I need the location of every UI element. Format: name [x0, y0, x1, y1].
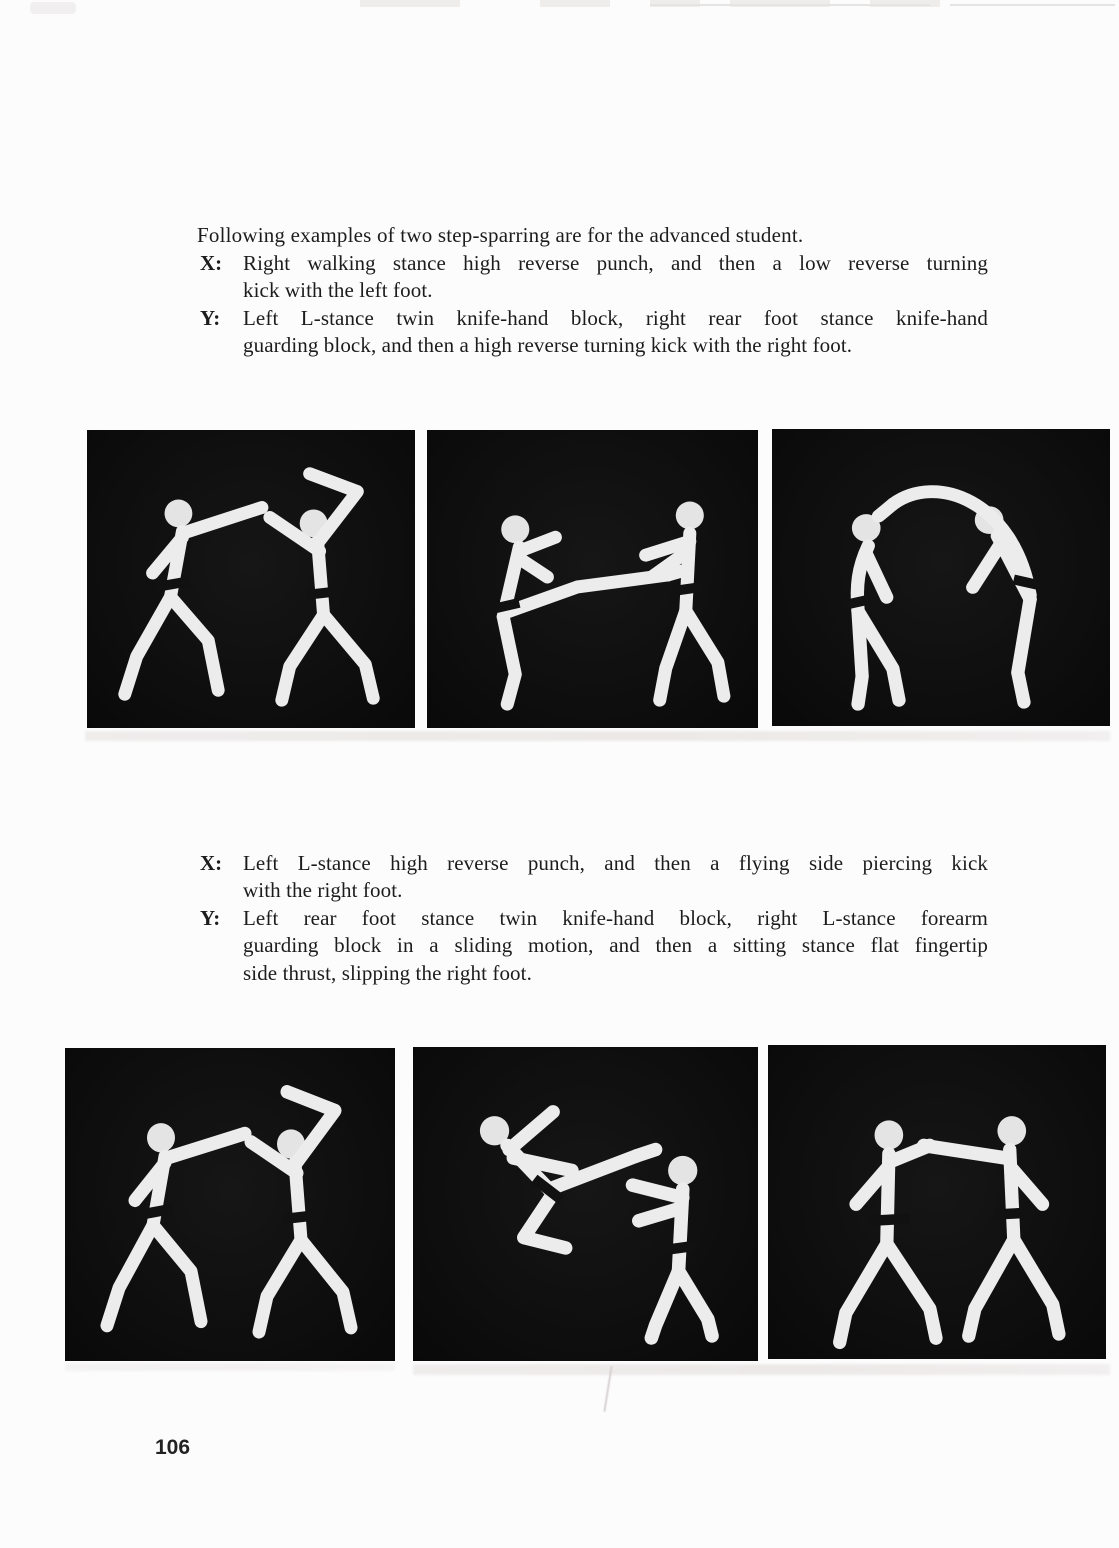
photo-figure-illustration — [87, 430, 415, 728]
item-text-line: side thrust, slipping the right foot. — [243, 960, 532, 985]
item-text-line: Left rear foot stance twin knife-hand block, right L-stance forearm — [243, 905, 988, 930]
photo-figure-illustration — [413, 1047, 758, 1361]
item-text-line: guarding block, and then a high reverse turning kick with the right foot. — [243, 333, 853, 358]
print-bleed-ghost-band — [413, 1364, 1110, 1375]
list-item-y1 — [200, 305, 988, 360]
sparring-list-1 — [200, 250, 988, 360]
item-text-line: Right walking stance high reverse punch, and then a low reverse turning — [243, 251, 988, 275]
photo-figure-illustration — [772, 429, 1110, 726]
print-bleed-ghost-band — [65, 1363, 395, 1371]
scan-smudge — [950, 4, 1115, 6]
scan-smudge — [540, 0, 610, 7]
photo-figure-illustration — [427, 430, 758, 728]
list-item-y2 — [200, 905, 988, 987]
list-item-x2 — [200, 850, 988, 905]
sparring-photo-6 — [768, 1045, 1106, 1359]
photo-figure-illustration — [768, 1045, 1106, 1359]
sparring-photo-5 — [413, 1047, 758, 1361]
item-text-line: guarding block in a sliding motion, and then a sitting stance flat fingertip — [243, 933, 988, 958]
item-label-x: X: — [200, 251, 223, 275]
sparring-photo-1 — [87, 430, 415, 728]
photo-figure-illustration — [65, 1048, 395, 1361]
item-text-line: Left L-stance high reverse punch, and then a flying side piercing kick — [243, 851, 988, 875]
sparring-list-2 — [200, 850, 988, 987]
scan-smudge — [30, 2, 76, 14]
list-item-x1 — [200, 250, 988, 305]
item-text-line: kick with the left foot. — [243, 278, 433, 303]
intro-paragraph: Following examples of two step-sparring are for the advanced student. — [197, 223, 804, 247]
sparring-photo-4 — [65, 1048, 395, 1361]
print-bleed-ghost-band — [85, 731, 1110, 741]
sparring-photo-3 — [772, 429, 1110, 726]
item-label-y: Y: — [200, 905, 221, 930]
item-text-line: with the right foot. — [243, 878, 403, 903]
item-text-line: Left L-stance twin knife-hand block, right rear foot stance knife-hand — [243, 305, 988, 330]
page-number: 106 — [155, 1436, 191, 1459]
sparring-photo-2 — [427, 430, 758, 728]
item-label-y: Y: — [200, 305, 221, 330]
scan-smudge — [650, 4, 930, 6]
scan-smudge — [360, 0, 460, 7]
item-label-x: X: — [200, 851, 223, 875]
